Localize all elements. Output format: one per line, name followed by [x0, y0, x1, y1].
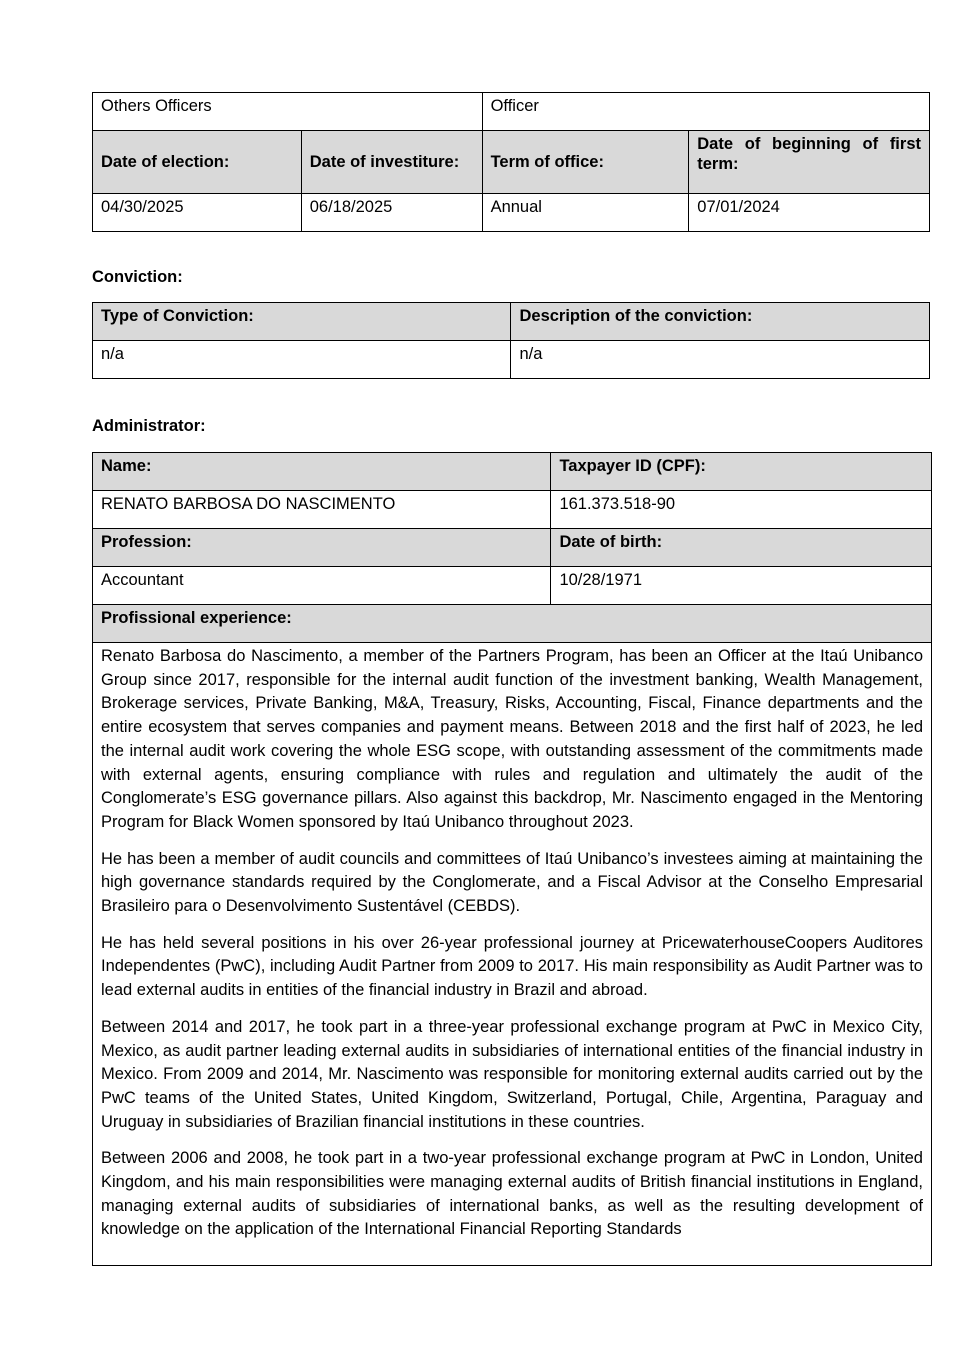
- administrator-table: [92, 452, 932, 1266]
- conviction-section-title: Conviction:: [92, 268, 183, 286]
- date-of-election-header: Date of election:: [93, 131, 302, 194]
- profession-value: Accountant: [93, 567, 551, 605]
- date-of-election-value: 04/30/2025: [93, 194, 302, 232]
- conviction-type-value: n/a: [93, 341, 511, 379]
- cpf-value: 161.373.518-90: [551, 491, 932, 529]
- cpf-header: Taxpayer ID (CPF):: [551, 453, 932, 491]
- profession-header: Profession:: [93, 529, 551, 567]
- experience-paragraph: Between 2014 and 2017, he took part in a three-year professional exchange program at PwC in Mexico City, Mexico, as audit partner leading external audits in subsidiaries of international entities of the financial industry in Mexico. From 2009 and 2014, Mr. Nascimento was responsible for monitoring external audits carried out by the PwC teams of the United States, United Kingdom, Switzerland, Portugal, Chile, Argentina, Paraguay and Uruguay in subsidiaries of Brazilian financial institutions in these countries.: [101, 1017, 923, 1131]
- experience-header: Profissional experience:: [93, 605, 932, 643]
- officer-position-table: [92, 92, 930, 232]
- date-of-birth-value: 10/28/1971: [551, 567, 932, 605]
- conviction-description-header: Description of the conviction:: [511, 303, 930, 341]
- date-of-investiture-header: Date of investiture:: [301, 131, 482, 194]
- date-of-beginning-value: 07/01/2024: [689, 194, 930, 232]
- date-of-beginning-header: Date of beginning of first term:: [689, 131, 930, 194]
- term-of-office-header: Term of office:: [482, 131, 689, 194]
- conviction-description-value: n/a: [511, 341, 930, 379]
- name-header: Name:: [93, 453, 551, 491]
- experience-paragraph: He has held several positions in his over 26-year professional journey at PricewaterhouseCoopers Auditores Independentes (PwC), including Audit Partner from 2009 to 2017. His main responsibility as Audit Partner was to lead external audits in entities of the financial industry in Brazil and abroad.: [101, 933, 923, 1000]
- conviction-table: [92, 302, 930, 379]
- experience-paragraph: Renato Barbosa do Nascimento, a member of the Partners Program, has been an Officer at the Itaú Unibanco Group since 2017, responsible for the internal audit function of the investment banking, Wealth Management, Brokerage services, Private Banking, M&A, Treasury, Risks, Accounting, Fiscal, Finance departments and the entire ecosystem that serves companies and payment means. Between 2018 and the first half of 2023, he led the internal audit work covering the whole ESG scope, with outstanding assessment of the commitments made with external agents, ensuring compliance with rules and regulation and ultimately the audit of the Conglomerate’s ESG governance pillars. Also against this backdrop, Mr. Nascimento engaged in the Mentoring Program for Black Women sponsored by Itaú Unibanco throughout 2023.: [101, 647, 923, 831]
- position-label: Others Officers: [93, 93, 483, 131]
- conviction-type-header: Type of Conviction:: [93, 303, 511, 341]
- name-value: RENATO BARBOSA DO NASCIMENTO: [93, 491, 551, 529]
- administrator-section-title: Administrator:: [92, 417, 206, 435]
- date-of-birth-header: Date of birth:: [551, 529, 932, 567]
- position-value: Officer: [482, 93, 929, 131]
- date-of-investiture-value: 06/18/2025: [301, 194, 482, 232]
- term-of-office-value: Annual: [482, 194, 689, 232]
- experience-text: [93, 643, 932, 1266]
- experience-paragraph: He has been a member of audit councils and committees of Itaú Unibanco’s investees aiming at maintaining the high governance standards required by the Conglomerate, and a Fiscal Advisor at the Conselho Empresarial Brasileiro para o Desenvolvimento Sustentável (CEBDS).: [101, 849, 923, 916]
- experience-paragraph: Between 2006 and 2008, he took part in a two-year professional exchange program at PwC in London, United Kingdom, and his main responsibilities were managing external audits of British financial institutions in England, managing external audits of subsidiaries of international banks, as well as the resulting development of knowledge on the application of the International Financial Reporting Standards: [101, 1149, 923, 1239]
